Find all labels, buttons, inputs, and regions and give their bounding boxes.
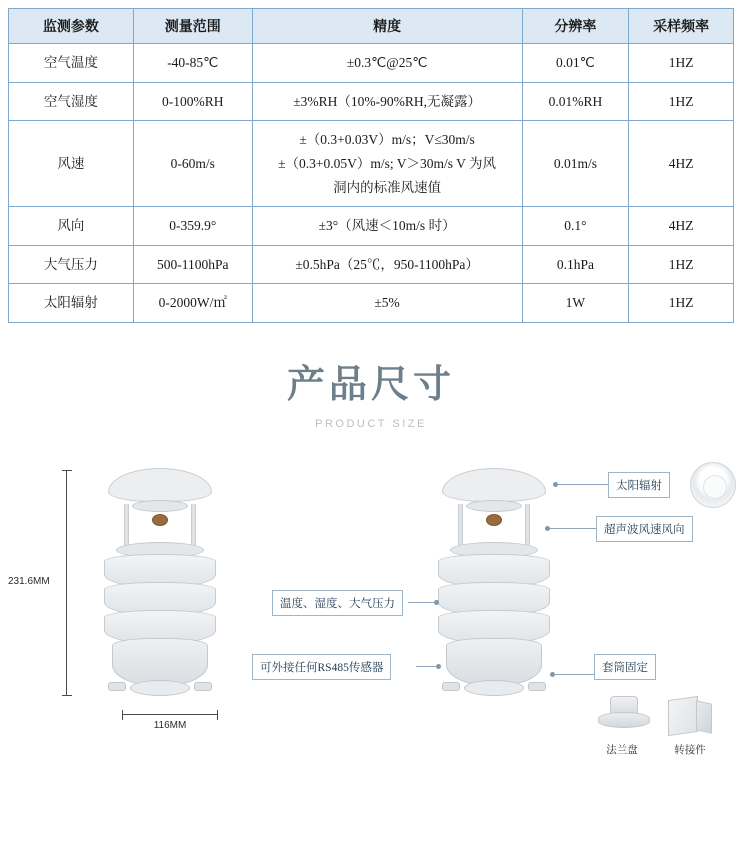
cell-frequency: 4HZ xyxy=(629,207,734,246)
device-lower-body xyxy=(112,638,208,686)
page-title: 产品尺寸 xyxy=(286,364,455,406)
device-top-cap xyxy=(442,468,546,502)
column-header-parameter: 监测参数 xyxy=(9,9,134,44)
table-row xyxy=(9,44,734,83)
table-row xyxy=(9,121,734,207)
cell-accuracy: ±3°（风速＜10m/s 时） xyxy=(252,207,522,246)
cell-frequency: 1HZ xyxy=(629,82,734,121)
device-upper-plate xyxy=(132,500,188,512)
callout-leader-solar xyxy=(558,484,608,485)
column-header-accuracy: 精度 xyxy=(252,9,522,44)
device-connector-right xyxy=(528,682,546,691)
column-header-range: 测量范围 xyxy=(133,9,252,44)
device-top-cap xyxy=(108,468,212,502)
bracket-plate xyxy=(668,696,698,736)
solar-radiation-sensor-icon xyxy=(690,462,736,508)
device-post-left xyxy=(458,504,463,548)
height-dimension-label: 231.6MM xyxy=(8,576,50,587)
callout-sleeve-mount: 套筒固定 xyxy=(594,654,656,680)
device-connector-left xyxy=(442,682,460,691)
callout-ultrasonic-wind: 超声波风速风向 xyxy=(596,516,693,542)
cell-range: 0-100%RH xyxy=(133,82,252,121)
cell-resolution: 0.1hPa xyxy=(522,245,629,284)
cell-accuracy: ±5% xyxy=(252,284,522,323)
accuracy-line-2: ±（0.3+0.05V）m/s; V＞30m/s V 为风 xyxy=(278,155,497,171)
adapter-bracket-icon xyxy=(664,694,716,738)
cell-frequency: 4HZ xyxy=(629,121,734,207)
device-base-ring xyxy=(464,680,524,696)
device-post-right xyxy=(525,504,530,548)
cell-resolution: 0.01m/s xyxy=(522,121,629,207)
cell-resolution: 0.01℃ xyxy=(522,44,629,83)
flange-base xyxy=(598,712,650,728)
accuracy-line-3: 洞内的标准风速值 xyxy=(333,179,442,195)
cell-frequency: 1HZ xyxy=(629,284,734,323)
page-subtitle: PRODUCT SIZE xyxy=(315,418,427,430)
cell-range: -40-85℃ xyxy=(133,44,252,83)
cell-parameter: 风速 xyxy=(9,121,134,207)
cell-accuracy: ±0.5hPa（25℃，950-1100hPa） xyxy=(252,245,522,284)
column-header-resolution: 分辨率 xyxy=(522,9,629,44)
callout-leader-rs485 xyxy=(416,666,438,667)
width-dimension-line xyxy=(122,714,218,715)
height-dimension-line xyxy=(66,470,67,696)
cell-frequency: 1HZ xyxy=(629,44,734,83)
cell-range: 0-2000W/㎡ xyxy=(133,284,252,323)
cell-range: 0-359.9° xyxy=(133,207,252,246)
table-row xyxy=(9,207,734,246)
flange-plate-icon xyxy=(598,694,650,738)
callout-rs485-option: 可外接任何RS485传感器 xyxy=(252,654,391,680)
callout-leader-sleeve xyxy=(554,674,596,675)
device-post-right xyxy=(191,504,196,548)
cell-resolution: 0.1° xyxy=(522,207,629,246)
table-row xyxy=(9,245,734,284)
cell-parameter: 大气压力 xyxy=(9,245,134,284)
table-header-row xyxy=(9,9,734,44)
device-sensor-dot xyxy=(486,514,502,526)
callout-leader-thp xyxy=(408,602,436,603)
cell-parameter: 太阳辐射 xyxy=(9,284,134,323)
table-row xyxy=(9,82,734,121)
callout-solar-radiation: 太阳辐射 xyxy=(608,472,670,498)
section-heading xyxy=(0,353,742,430)
table-row xyxy=(9,284,734,323)
cell-accuracy: ±0.3℃@25℃ xyxy=(252,44,522,83)
product-figures xyxy=(0,456,742,856)
device-lower-body xyxy=(446,638,542,686)
cell-parameter: 空气温度 xyxy=(9,44,134,83)
cell-parameter: 空气湿度 xyxy=(9,82,134,121)
width-dimension-label: 116MM xyxy=(153,720,187,731)
bracket-side xyxy=(696,700,712,733)
device-base-ring xyxy=(130,680,190,696)
cell-range: 0-60m/s xyxy=(133,121,252,207)
cell-range: 500-1100hPa xyxy=(133,245,252,284)
device-post-left xyxy=(124,504,129,548)
device-upper-plate xyxy=(466,500,522,512)
accuracy-line-1: ±（0.3+0.03V）m/s；V≤30m/s xyxy=(299,132,475,148)
cell-resolution: 0.01%RH xyxy=(522,82,629,121)
accessory-caption-adapter: 转接件 xyxy=(674,745,706,756)
spec-table-section xyxy=(0,0,742,323)
accessory-caption-flange: 法兰盘 xyxy=(606,745,638,756)
device-connector-right xyxy=(194,682,212,691)
cell-frequency: 1HZ xyxy=(629,245,734,284)
device-connector-left xyxy=(108,682,126,691)
device-sensor-dot xyxy=(152,514,168,526)
cell-accuracy xyxy=(252,121,522,207)
cell-parameter: 风向 xyxy=(9,207,134,246)
cell-resolution: 1W xyxy=(522,284,629,323)
cell-accuracy: ±3%RH（10%-90%RH,无凝露） xyxy=(252,82,522,121)
specifications-table xyxy=(8,8,734,323)
column-header-frequency: 采样频率 xyxy=(629,9,734,44)
callout-leader-ultrasonic xyxy=(550,528,598,529)
rs485-sensor-icon xyxy=(312,682,378,742)
callout-temp-hum-press: 温度、湿度、大气压力 xyxy=(272,590,403,616)
